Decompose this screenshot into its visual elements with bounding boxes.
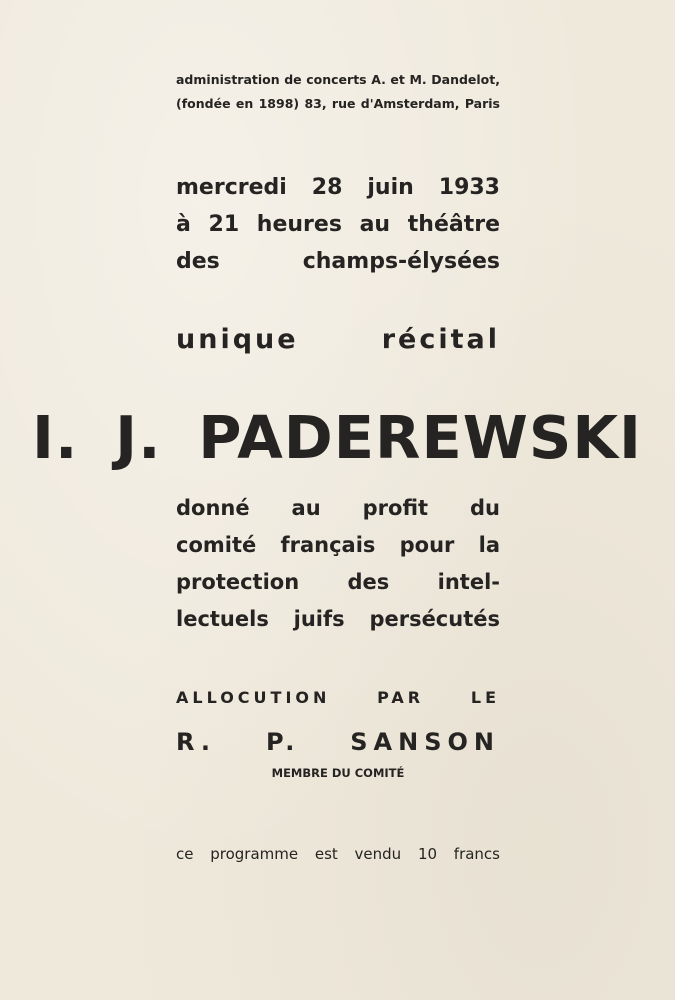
- allocution-heading: [176, 683, 500, 713]
- benefit-line-1: donné au profit du: [176, 496, 500, 520]
- date-and-venue: [176, 169, 500, 280]
- speaker-role: MEMBRE DU COMITÉ: [271, 766, 405, 780]
- recital-heading: [176, 320, 500, 360]
- allocution-text: ALLOCUTION PAR LE: [176, 688, 500, 707]
- recital-text: unique récital: [176, 324, 500, 355]
- price-notice: [176, 840, 500, 868]
- administration-line-2: (fondée en 1898) 83, rue d'Amsterdam, Paris: [176, 96, 500, 111]
- speaker-name: [176, 722, 500, 762]
- time-line: à 21 heures au théâtre: [176, 212, 500, 237]
- administration-notice: [176, 68, 500, 116]
- benefit-line-2: comité français pour la: [176, 533, 500, 557]
- date-line: mercredi 28 juin 1933: [176, 175, 500, 200]
- venue-line: des champs-élysées: [176, 249, 500, 274]
- benefit-line-4: lectuels juifs persécutés: [176, 607, 500, 631]
- benefit-line-3: protection des intel-: [176, 570, 500, 594]
- price-text: ce programme est vendu 10 francs: [176, 845, 500, 863]
- benefit-statement: [176, 490, 500, 638]
- administration-line-1: administration de concerts A. et M. Dandelot,: [176, 72, 500, 87]
- artist-name: [32, 393, 642, 483]
- speaker-name-text: R. P. SANSON: [176, 728, 500, 756]
- artist-name-text: I. J. PADEREWSKI: [32, 403, 642, 472]
